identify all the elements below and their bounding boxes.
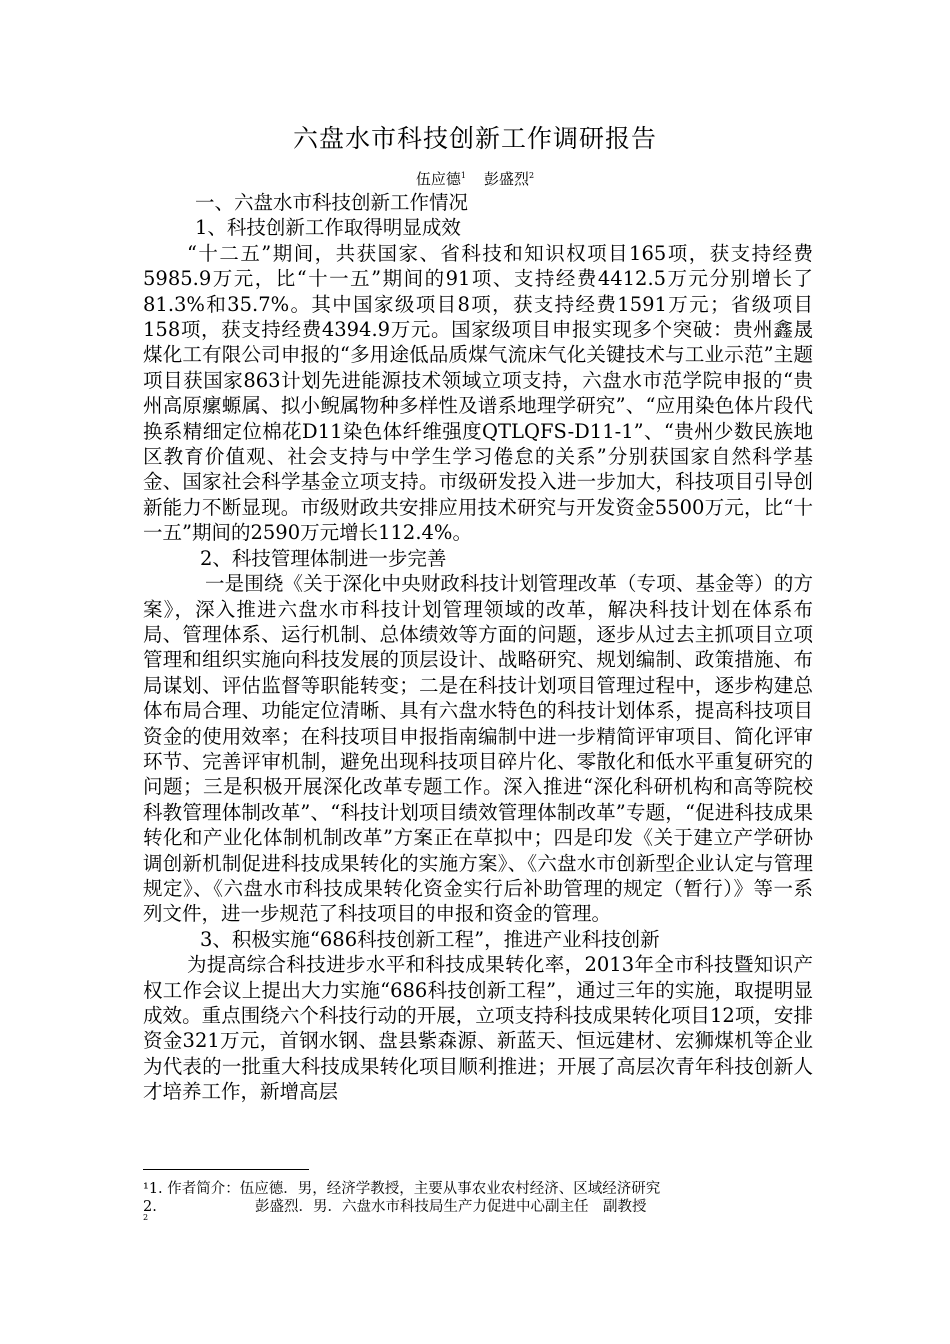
paragraph-achievements: “十二五”期间，共获国家、省科技和知识权项目165项，获支持经费5985.9万元，比“十一五”期间的91项、支持经费4412.5万元分别增长了81.3%和35.7%。其中国家级项目8项，获支持经费1591万元；省级项目158项，获支持经费4394.9万元。国家级项目申报实现多个突破：贵州鑫晟煤化工有限公司申报的“多用途低品质煤气流床气化关键技术与工业示范”主题项目获国家863计划先进能源技术领域立项支持，六盘水市范学院申报的“贵州高原瘰螈属、拟小鲵属物种多样性及谱系地理学研究”、“应用染色体片段代换系精细定位棉花D11染色体纤维强度QTLQFS-D11-1”、“贵州少数民族地区教育价值观、社会支持与中学生学习倦怠的关系”分别获国家自然科学基金、国家社会科学基金立项支持。市级研发投入进一步加大，科技项目引导创新能力不断显现。市级财政共安排应用技术研究与开发资金5500万元，比“十一五”期间的2590万元增长112.4%。: [143, 241, 813, 545]
section-heading-1: 一、六盘水市科技创新工作情况: [195, 191, 469, 214]
footnote-1-text: 作者简介：伍应德．男，经济学教授，主要从事农业农村经济、区域经济研究: [167, 1181, 661, 1197]
author-line: [0, 166, 950, 189]
footnote-1-number: ¹1.: [143, 1181, 163, 1197]
author-footnote-mark-2: 2: [529, 171, 535, 180]
footnote-2: [143, 1198, 647, 1216]
document-body: [143, 190, 813, 1105]
footnote-separator: [143, 1169, 309, 1170]
author-footnote-mark-1: 1: [460, 171, 466, 180]
author-name-1: 伍应德: [415, 170, 461, 188]
paragraph-686-project: 为提高综合科技进步水平和科技成果转化率，2013年全市科技暨知识产权工作会议上提出大力实施“686科技创新工程”，通过三年的实施，取提明显成效。重点围绕六个科技行动的开展，立项支持科技成果转化项目12项，安排资金321万元，首钢水钢、盘县紫森源、新蓝天、恒远建材、宏狮煤机等企业为代表的一批重大科技成果转化项目顺利推进；开展了高层次青年科技创新人才培养工作，新增高层: [143, 953, 813, 1104]
author-name-2: 彭盛烈: [484, 170, 530, 188]
paragraph-management-reform: 一是围绕《关于深化中央财政科技计划管理改革（专项、基金等）的方案》，深入推进六盘水市科技计划管理领域的改革，解决科技计划在体系布局、管理体系、运行机制、总体绩效等方面的问题，逐步从过去主抓项目立项管理和组织实施向科技发展的顶层设计、战略研究、规划编制、政策措施、布局谋划、评估监督等职能转变；二是在科技计划项目管理过程中，逐步构建总体布局合理、功能定位清晰、具有六盘水特色的科技计划体系，提高科技项目资金的使用效率；在科技项目申报指南编制中进一步精简评审项目、简化评审环节、完善评审机制，避免出现科技项目碎片化、零散化和低水平重复研究的问题；三是积极开展深化改革专题工作。深入推进“深化科研机构和高等院校科教管理体制改革”、“科技计划项目绩效管理体制改革”专题，“促进科技成果转化和产业化体制机制改革”方案正在草拟中；四是印发《关于建立产学研协调创新机制促进科技成果转化的实施方案》、《六盘水市创新型企业认定与管理规定》、《六盘水市科技成果转化资金实行后补助管理的规定（暂行）》等一系列文件，进一步规范了科技项目的申报和资金的管理。: [143, 572, 813, 926]
subsection-heading-2: 2、科技管理体制进一步完善: [200, 546, 447, 570]
footnote-2-text: 彭盛烈．男．六盘水市科技局生产力促进中心副主任 副教授: [255, 1199, 647, 1215]
footnote-2-number: 2.: [143, 1199, 157, 1215]
document-title: 六盘水市科技创新工作调研报告: [292, 124, 657, 153]
subsection-heading-3: 3、积极实施“686科技创新工程”，推进产业科技创新: [200, 927, 660, 951]
footnote-1: [143, 1180, 660, 1198]
subsection-heading-1: 1、科技创新工作取得明显成效: [195, 216, 461, 240]
footnote-3-mark: 2: [143, 1213, 149, 1222]
